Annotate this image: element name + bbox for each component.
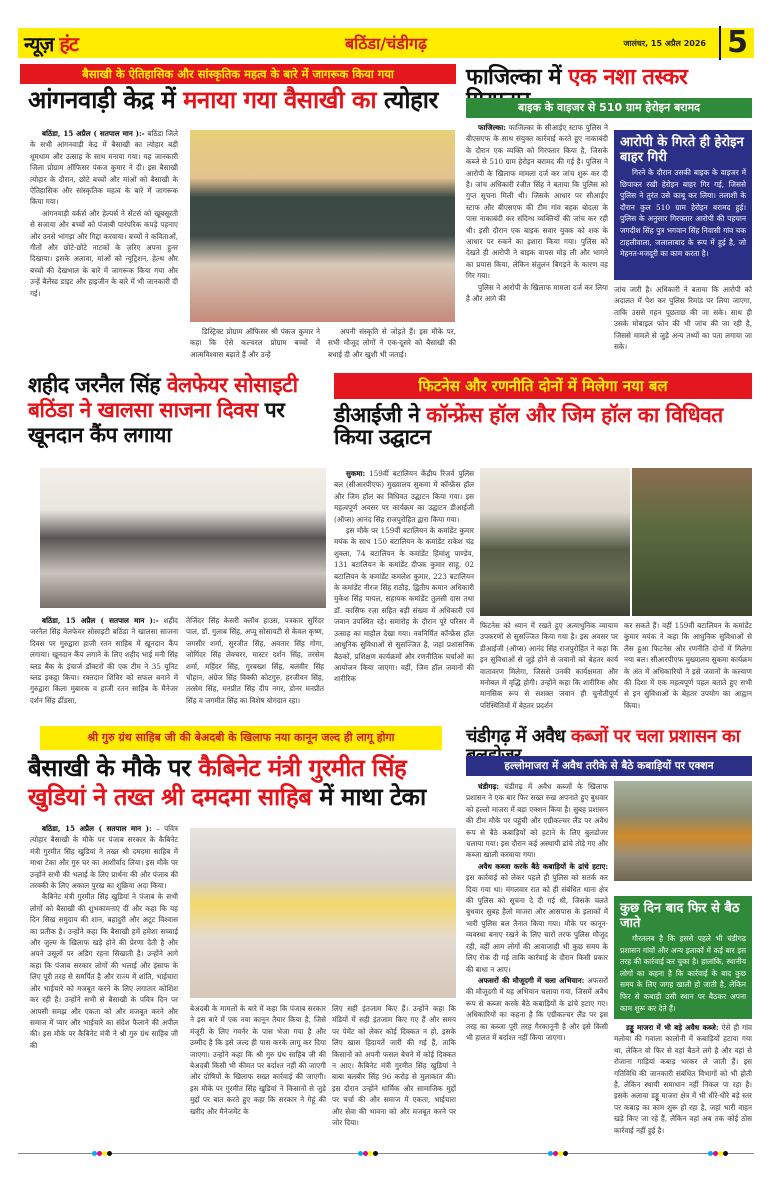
story1-column-3: अपनी संस्कृति से जोड़ते हैं। इस मौके पर, सभी मौजूद लोगों ने एक-दूसरे को बैसाखी की बधाई दी और खुशी भी जताई। <box>328 327 456 359</box>
story2-highlight-box: आरोपी के गिरते ही हेरोइन बाहर गिरी गिरने के दौरान उसकी बाइक के वाइजर में छिपाकर रखी हेरोइन बाहर गिर गई, जिससे पुलिस ने तुरंत उसे काबू कर लिया। तलाशी के दौरान कुल 510 ग्राम हेरोइन बरामद हुई। पुलिस के अनुसार गिरफ्तार आरोपी की पहचान जगदीश सिंह पुत्र भगवान सिंह निवासी गांव चक टाहलीवाला, जलालाबाद के रूप में हुई है, जो मेहनत-मजदूरी का काम करता है। <box>614 130 752 280</box>
story2-column-1: फाजिल्का: फाजिल्का के सीआईए स्टाफ पुलिस ने बीएसएफ के साथ संयुक्त कार्रवाई करते हुए नाकाबंदी के दौरान एक व्यक्ति को गिरफ्तार किया है, जिसके कब्जे से 510 ग्राम हेरोइन बरामद की गई है। पुलिस ने आरोपी के खिलाफ मामला दर्ज कर जांच शुरू कर दी है। जांच अधिकारी रंजीत सिंह ने बताया कि पुलिस को गुप्त सूचना मिली थी। जिसके आधार पर सीआईए स्टाफ और बीएसएफ की टीम गांव बहक बोदला के पास नाकाबंदी कर संदिग्ध व्यक्तियों की जांच कर रही थी। इसी दौरान एक बाइक सवार युवक को शक के आधार पर रुकने का इशारा किया गया। पुलिस को देखते ही आरोपी ने बाइक वापस मोड़ ली और भागने का प्रयास किया, लेकिन संतुलन बिगड़ने के कारण वह गिर गया। पुलिस ने आरोपी के खिलाफ मामला दर्ज कर लिया है और आगे की <box>466 123 608 304</box>
bulldozer-photo <box>614 781 752 881</box>
edition-date: जालंधर, 15 अप्रैल 2026 <box>623 38 706 48</box>
newspaper-logo: न्यूज़ हंट <box>24 31 79 56</box>
story2-headline: फाजिल्का में एक नशा तस्कर <box>466 65 688 90</box>
story3-column-1: बठिंडा, 15 अप्रैल ( सतपाल मान ):- शहीद जरनैल सिंह वेलफेयर सोसाइटी बठिंडा ने खालसा साजना दिवस पर गुरुद्वारा हाजी रतन साहिब में खूनदान कैंप लगाया। खूनदान कैंप लगाने के लिए शहीद भाई मनी सिंह ब्लड बैंक के इंचार्ज डॉक्टरों की एक टीम ने 35 यूनिट ब्लड इकट्ठा किया। रक्तदान शिविर को सफल बनाने में गुरुद्वारा किला मुबारक व हाजी रतन साहिब के मैनेजर दर्शन सिंह ढींडसा, <box>30 616 178 705</box>
page-number: 5 <box>719 26 748 60</box>
newspaper-page <box>18 25 754 1135</box>
story1-column-1: बठिंडा, 15 अप्रैल ( सतपाल मान ):- बठिंडा जिले के सभी आंगनवाड़ी केद्र में बैसाखी का त्योहार बड़ी धूमधाम और उत्साह के साथ मनाया गया। यह जानकारी जिला प्रोग्राम ऑफिसर पंकज कुमार ने दी। इस बैसाखी त्योहार के दौरान, छोटे बच्चों और मांओं को बैसाखी के ऐतिहासिक और सांस्कृतिक महत्व के बारे में जागरूक किया गया। आंगनवाड़ी वर्कर्स और हेल्पर्स ने सेंटर्स को खूबसूरती से सजाया और बच्चों को पंजाबी पारंपरिक कपड़े पहनाए और उनसे भांगड़ा और गिद्दा करवाया। बच्चों ने कविताओं, गीतों और छोटे-छोटे नाटकों के ज़रिए अपना हुनर दिखाया। इसके अलावा, मांओं को न्यूट्रिशन, हेल्थ और बच्चों की देखभाल के बारे में जागरूक किया गया और उन्हें बैलेंस्ड डाइट और हाइजीन के बारे में भी जानकारी दी गई। <box>30 129 178 298</box>
story5-headline: बैसाखी के मौके पर कैबिनेट मंत्री गुरमीत सिंह खुडियां ने तख्त श्री दमदमा साहिब में माथा टेका <box>28 754 426 811</box>
registration-mark <box>92 1151 112 1156</box>
story3-headline: शहीद जरनैल सिंह वेलफेयर सोसाइटी बठिंडा ने खालसा साजना दिवस पर खूनदान कैंप लगाया <box>28 373 298 447</box>
story3-column-2: तेजिंदर सिंह केसरी क्लॉथ हाउस, पत्रकार सुरिंदर पाल, डॉ. गुलाब सिंह, अप्पू सोसायटी से केवल कृष्ण, जगसीर शर्मा, सुरजीत सिंह, अवतार सिंह गोगा, जोगिंदर सिंह लेक्चरर, मास्टर दर्शन सिंह, तरसेम शर्मा, महिंदर सिंह, गुरबख्श सिंह, बलवीर सिंह चौहान, अंग्रेज सिंह विक्की कोटगुरु, हरजीवन सिंह, तरसेम सिंह, मनप्रीत सिंह दीप नगर, डोनर मनप्रीत सिंह व जगमीत सिंह का विशेष योगदान रहा। <box>186 616 324 705</box>
story5-column-3: लिए सही इंतजाम किए हैं। उन्होंने कहा कि मंडियों में सही इंतजाम किए गए हैं और समय पर पेमेंट को लेकर कोई दिक्कत न हो, इसके लिए खास हिदायतें जारी की गई हैं, ताकि किसानों को अपनी फसल बेचने में कोई दिक्कत न आए। कैबिनेट मंत्री गुरमीत सिंह खुडियां ने बाबा बलबीर सिंह 96 करोड़ से मुलाकात की। इस दौरान उन्होंने धार्मिक और सामाजिक मुद्दों पर चर्चा की और समाज में एकता, भाईचारा और सेवा की भावना को और मजबूत करने पर जोर दिया। <box>332 1004 456 1128</box>
story4-column-3: कर सकते हैं। वहीं 159वीं बटालियन के कमांडेंट कुमार मयंक ने कहा कि आधुनिक सुविधाओं से लैस हुआ फिटनेस और रणनीति दोनों में मिलेगा नया बल। सीआरपीएफ मुख्यालय सुकमा कार्यक्रम के अंत में अधिकारियों ने इसे जवानों के कल्याण की दिशा में एक महत्वपूर्ण पहल बताते हुए सभी से इन सुविधाओं के बेहतर उपयोग का आह्वान किया। <box>624 621 752 710</box>
story1-column-2: डिस्ट्रिक्ट प्रोग्राम ऑफिसर श्री पंकज कुमार ने कहा कि ऐसे कल्चरल प्रोग्राम बच्चों में आत्मविश्वास बढ़ाते हैं और उन्हें <box>190 327 320 359</box>
story6-column-2: डड्डू माजरा में भी बड़े अवैध कब्जे: ऐसे ही गांव मलोया की गवाला कालोनी में कबाड़ियों हटाया गया था, लेकिन वो फिर से वहां बैठने लगे है और वहां से रोजाना गाड़ियां कबाड़ भरकर ले जाती हैं। इस गतिविधि की जानकारी संबंधित विभागों को भी होती है, लेकिन स्थायी समाधान नहीं निकल पा रहा है। इसके अलावा डड्डू माजरा क्षेत्र में भी धीरे-धीरे बड़े स्तर पर कबाड़ का काम शुरू हो रहा है, जहां भारी वाहन खड़े किए जा रहे हैं, लेकिन वहां अब तक कोई ठोस कार्रवाई नहीं हुई है। <box>614 1023 752 1135</box>
story1-kicker: बैसाखी के ऐतिहासिक और सांस्कृतिक महत्व के बारे में जागरूक किया गया <box>20 64 456 84</box>
registration-mark <box>708 1151 728 1156</box>
story4-column-1: सुकमा: 159वीं बटालियन केंद्रीय रिजर्व पुलिस बल (सीआरपीएफ) मुख्यालय सुकमा में कॉन्फ्रेंस हॉल और जिम हॉल का विधिवत उद्घाटन किया गया। इस महत्वपूर्ण अवसर पर कार्यक्रम का उद्घाटन डीआईजी (ऑप्स) आनंद सिंह राजपुरोहित द्वारा किया गया। इस मौके पर 159वीं बटालियन के कमांडेंट कुमार मयंक के साथ 150 बटालियन के कमांडेंट राकेश चंद्र शुक्ला, 74 बटालियन के कमांडेंट हिमांशु पाण्डेय, 131 बटालियन के कमांडेंट दीपक कुमार साहू, 02 बटालियन के कमांडेंट कमलेश कुमार, 223 बटालियन के कमांडेंट नीरज सिंह राठौड़, द्वितीय कमान अधिकारी मुकेश सिंह पायल, सहायक कमांडेंट तुलसी दास तथा डॉ. कासिफ रज़ा सहित बड़ी संख्या में अधिकारी एवं जवान उपस्थित रहे। समारोह के दौरान पूरे परिसर में उत्साह का माहौल देखा गया। नवनिर्मित कॉन्फ्रेंस हॉल आधुनिक सुविधाओं से सुसज्जित है, जहां प्रशासनिक बैठकों, प्रशिक्षण कार्यक्रमों और रणनीतिक चर्चाओं का आयोजन किया जाएगा। वहीं, जिम हॉल जवानों की शारीरिक <box>334 469 474 684</box>
story4-kicker: फिटनेस और रणनीति दोनों में मिलेगा नया बल <box>334 373 752 399</box>
inauguration-photo-2 <box>632 468 752 616</box>
story2-column-2: जांच जारी है। अधिकारी ने बताया कि आरोपी को अदालत में पेश कर पुलिस रिमांड पर लिया जाएगा, ताकि उससे गहन पूछताछ की जा सके। साथ ही उसके मोबाइल फोन की भी जांच की जा रही है, जिससे मामले से जुड़े अन्य तथ्यों का पता लगाया जा सके। <box>614 285 752 352</box>
anganwadi-celebration-photo <box>190 130 455 322</box>
story2-subhead: बाइक के वाइजर से 510 ग्राम हेरोइन बरामद <box>466 98 752 118</box>
story5-kicker: श्री गुरु ग्रंथ साहिब जी की बेअदबी के खिलाफ नया कानून जल्द ही लागू होगा <box>40 726 442 750</box>
story4-column-2: फिटनेस को ध्यान में रखते हुए अत्याधुनिक व्यायाम उपकरणों से सुसज्जित किया गया है। इस अवसर पर डीआईजी (ऑप्स) आनंद सिंह राजपुरोहित ने कहा कि इन सुविधाओं से जुड़े होने से जवानों को बेहतर कार्य वातावरण मिलेगा, जिससे उनकी कार्यक्षमता और मनोबल में वृद्धि होगी। उन्होंने कहा कि शारीरिक और मानसिक रूप से सशक्त जवान ही चुनौतीपूर्ण परिस्थितियों में बेहतर प्रदर्शन <box>480 621 618 710</box>
registration-mark <box>548 1151 568 1156</box>
story4-headline: डीआईजी ने कॉन्फ्रेंस हॉल और जिम हॉल का विधिवत किया उद्घाटन <box>334 403 723 450</box>
story6-subhead: हल्लोमाजरा में अवैध तरीके से बैठे कबाड़ियों पर एक्शन <box>466 756 752 776</box>
story1-headline: आंगनवाड़ी केद्र में मनाया गया वैसाखी का त्योहार <box>28 86 438 114</box>
story2-box-title: आरोपी के गिरते ही हेरोइन बाहर गिरी <box>620 135 744 165</box>
blood-donation-photo <box>40 468 326 608</box>
story6-column-1: चंडीगढ़: चंडीगढ़ में अवैध कब्जों के खिलाफ प्रशासन ने एक बार फिर सख्त रुख अपनाते हुए बुधवार को हल्लो माजरा में बड़ा एक्शन किया है। सुबह प्रशासन की टीम मौके पर पहुंची और एग्रीकल्चर लैंड पर अवैध रूप से बैठे कबाड़ियों को हटाने के लिए बुलडोजर चलाया गया। इस दौरान कई अस्थायी ढांचे तोड़े गए और कब्जा खाली करवाया गया। अवैध कब्जा करके बैठे कबाड़ियों के ढांचे हटाए: इस कार्रवाई को लेकर पहले ही पुलिस को सतर्क कर दिया गया था। मंगलवार रात को ही संबंधित थाना क्षेत्र की पुलिस को सूचना दे दी गई थी, जिसके चलते बुधवार सुबह हैलो माजरा और आसपास के इलाकों में भारी पुलिस बल तैनात किया गया। मौके पर कानून-व्यवस्था बनाए रखने के लिए चारों तरफ पुलिस मौजूद रही, वहीं आम लोगों की आवाजाही भी कुछ समय के लिए रोक दी गई ताकि कार्रवाई के दौरान किसी प्रकार की बाधा न आए। अफसरों की मौजूदगी में चला अभियान: अफसरों की मौजूदगी में यह अभियान चलाया गया, जिसमें अवैध रूप से कब्जा करके बैठे कबाड़ियों के ढांचे हटाए गए। अधिकारियों का कहना है कि एग्रीकल्चर लैंड पर इस तरह का कब्जा पूरी तरह गैरकानूनी है और इसे किसी भी हालत में बर्दाश्त नहीं किया जाएगा। <box>466 782 608 1042</box>
story6-highlight-box: कुछ दिन बाद फिर से बैठ जाते गौरतलब है कि इससे पहले भी चंडीगढ़ प्रशासन गांवों और अन्य इलाकों में कई बार इस तरह की कार्रवाई कर चुका है। हालांकि, स्थानीय लोगों का कहना है कि कार्रवाई के बाद कुछ समय के लिए जगह खाली हो जाती है, लेकिन फिर से कबाड़ी उसी स्थान पर बैठकर अपना काम शुरू कर देते हैं। <box>614 896 752 1019</box>
registration-mark <box>358 1151 378 1156</box>
section-title: बठिंडा/चंडीगढ़ <box>344 34 427 53</box>
masthead <box>18 25 754 60</box>
story5-column-1: बठिंडा, 15 अप्रैल ( सतपाल मान ): – पवित्र त्योहार बैसाखी के मौके पर पंजाब सरकार के कैबिनेट मंत्री गुरमीत सिंह खुडियां ने तख्त श्री दमदमा साहिब में माथा टेका और गुरु घर का आशीर्वाद लिया। इस मौके पर उन्होंने सभी की भलाई के लिए प्रार्थना की और पंजाब की तरक्की के लिए अकाल पुरख का शुक्रिया अदा किया। कैबिनेट मंत्री गुरमीत सिंह खुडियां ने पंजाब के सभी लोगों को बैसाखी की शुभकामनाएं दीं और कहा कि यह दिन सिख समुदाय की शान, बहादुरी और अटूट विश्वास का प्रतीक है। उन्होंने कहा कि बैसाखी हमें हमेशा सच्चाई और जुल्म के खिलाफ खड़े होने की प्रेरणा देती है और अपने उसूलों पर अडिग रहना सिखाती है। उन्होंने आगे कहा कि पंजाब सरकार लोगों की भलाई और इंसाफ के लिए पूरी तरह से समर्पित है और राज्य में शांति, भाईचारा और भाईचारे को मजबूत करने के लिए लगातार कोशिश कर रही है। उन्होंने सभी से बैसाखी के पवित्र दिन पर आपसी समझ और एकता को और मजबूत करने और समाज में प्यार और भाईचारे का संदेश फैलाने की अपील की। इस मौके पर कैबिनेट मंत्री ने श्री गुरु ग्रंथ साहिब जी की <box>30 824 178 1050</box>
footer-rule <box>18 1153 754 1154</box>
story5-column-2: बेअदबी के मामलों के बारे में कहा कि पंजाब सरकार ने इस बारे में एक नया कानून तैयार किया है, जिसे मंजूरी के लिए गवर्नर के पास भेजा गया है और उम्मीद है कि इसे जल्द ही पास करके लागू कर दिया जाएगा। उन्होंने कहा कि श्री गुरु ग्रंथ साहिब जी की बेअदबी किसी भी कीमत पर बर्दाश्त नहीं की जाएगी और दोषियों के खिलाफ सख्त कार्रवाई की जाएगी। इस मौके पर गुरमीत सिंह खुडियां ने किसानों से जुड़े मुद्दों पर बात करते हुए कहा कि सरकार ने गेहूं की खरीद और मैनेजमेंट के <box>190 1004 326 1116</box>
minister-visit-photo <box>190 828 456 998</box>
story6-box-title: कुछ दिन बाद फिर से बैठ जाते <box>620 901 740 931</box>
inauguration-photo-1 <box>480 468 630 616</box>
story6-headline: चंडीगढ़ में अवैध कब्जों पर चला प्रशासन का <box>466 726 740 747</box>
